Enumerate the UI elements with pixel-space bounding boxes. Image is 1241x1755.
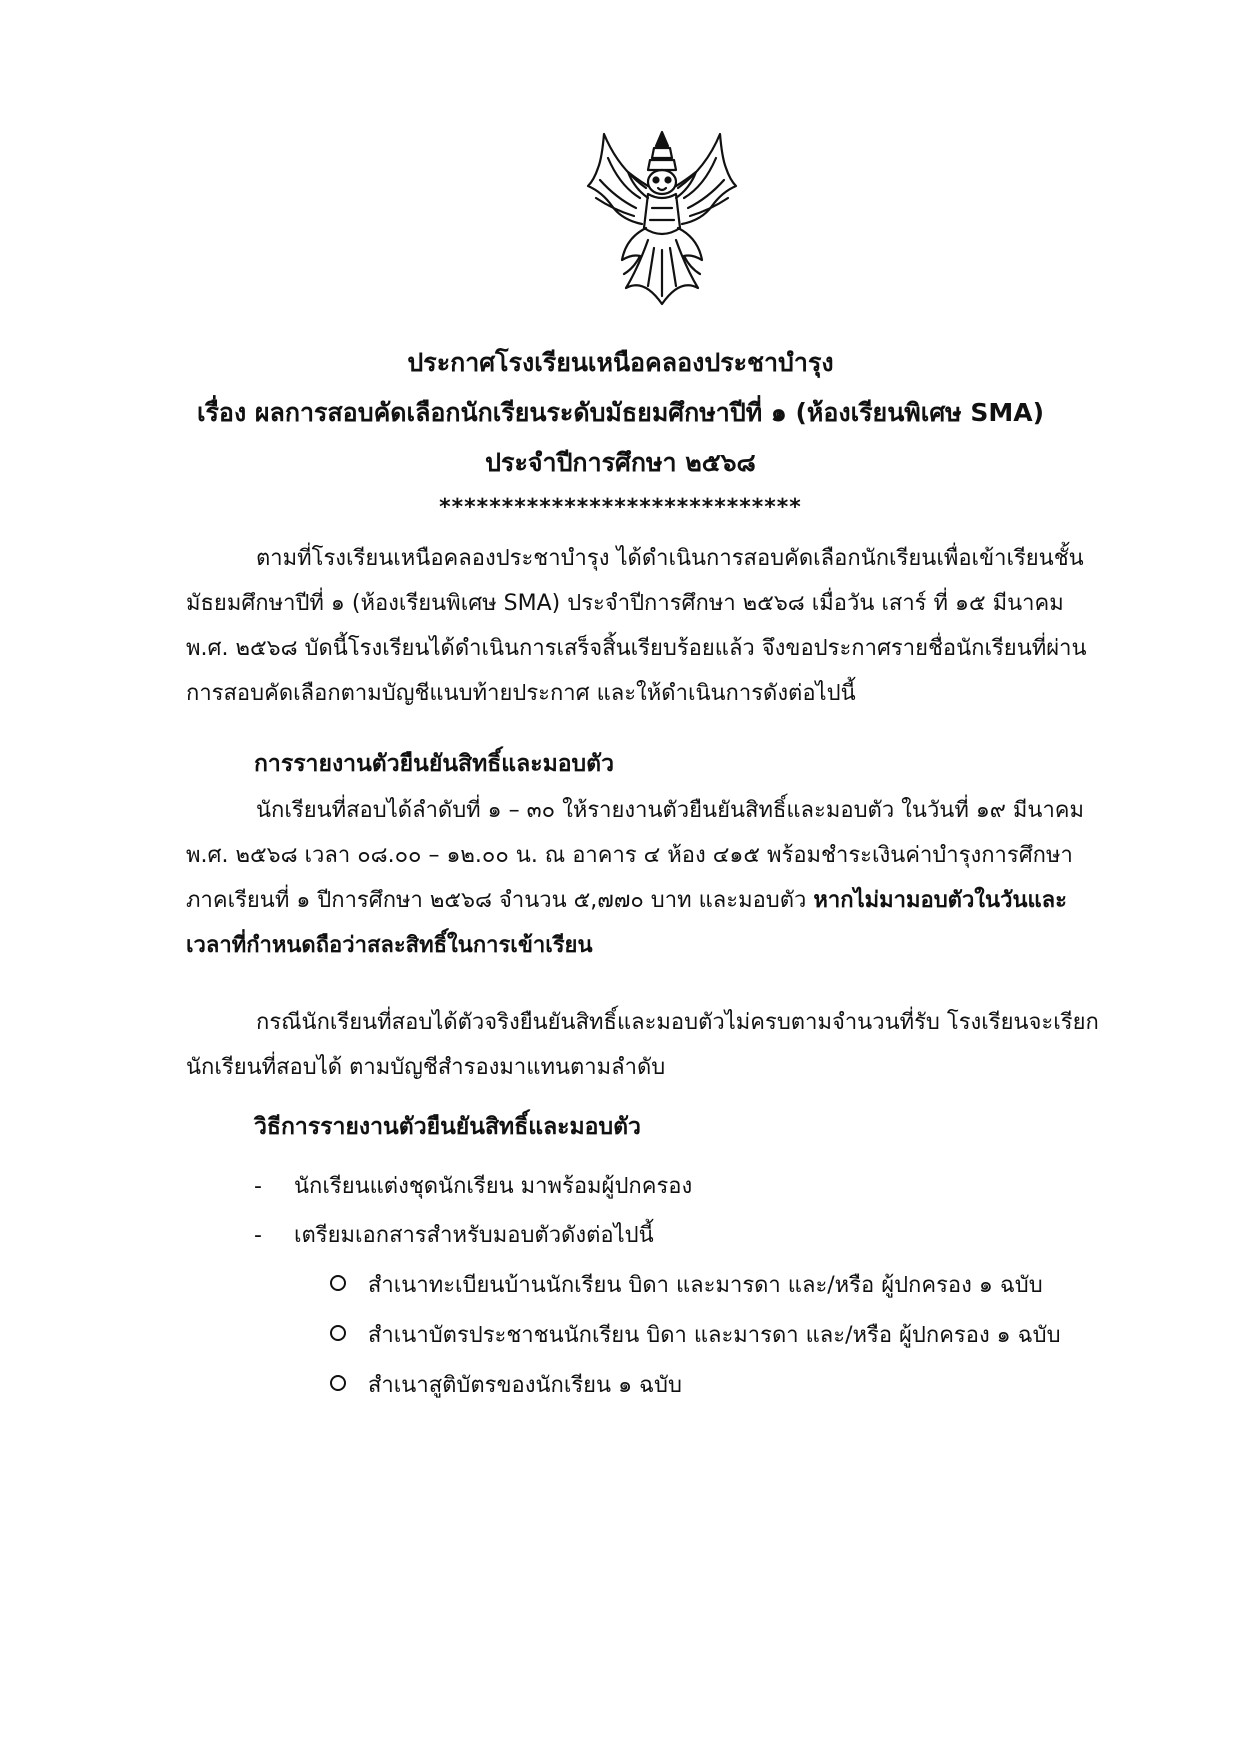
separator-stars: ***************************** <box>439 495 802 520</box>
section-heading-procedure: วิธีการรายงานตัวยืนยันสิทธิ์และมอบตัว <box>254 1114 641 1140</box>
report-text: นักเรียนที่สอบได้ลำดับที่ ๑ – ๓๐ ให้รายงานตัวยืนยันสิทธิ์และมอบตัว ในวันที่ ๑๙ มีนาคม พ.ศ. ๒๕๖๘ เวลา ๐๘.๐๐ – ๑๒.๐๐ น. ณ อาคาร ๔ ห้อง ๔๑๕ พร้อมชำระเงินค่าบำรุงการศึกษา ภาคเรียนที่ ๑ ปีการศึกษา ๒๕๖๘ จำนวน ๕,๗๗๐ บาท และมอบตัว <box>186 798 1085 913</box>
intro-paragraph: ตามที่โรงเรียนเหนือคลองประชาบำรุง ได้ดำเนินการสอบคัดเลือกนักเรียนเพื่อเข้าเรียนชั้นมัธยมศึกษาปีที่ ๑ (ห้องเรียนพิเศษ SMA) ประจำปีการศึกษา ๒๕๖๘ เมื่อวัน เสาร์ ที่ ๑๕ มีนาคม พ.ศ. ๒๕๖๘ บัดนี้โรงเรียนได้ดำเนินการเสร็จสิ้นเรียบร้อยแล้ว จึงขอประกาศรายชื่อนักเรียนที่ผ่านการสอบคัดเลือกตามบัญชีแนบท้ายประกาศ และให้ดำเนินการดังต่อไปนี้ <box>186 546 1087 706</box>
announcement-subject: เรื่อง ผลการสอบคัดเลือกนักเรียนระดับมัธยมศึกษาปีที่ ๑ (ห้องเรียนพิเศษ SMA) <box>196 398 1045 427</box>
garuda-emblem-icon <box>582 128 742 313</box>
document-item: สำเนาสูติบัตรของนักเรียน ๑ ฉบับ <box>330 1370 682 1402</box>
academic-year-line: ประจำปีการศึกษา ๒๕๖๘ <box>485 448 756 477</box>
list-item: - นักเรียนแต่งชุดนักเรียน มาพร้อมผู้ปกครอง <box>254 1171 692 1203</box>
announcement-title: ประกาศโรงเรียนเหนือคลองประชาบำรุง <box>407 348 834 377</box>
document-item: สำเนาบัตรประชาชนนักเรียน บิดา และมารดา และ/หรือ ผู้ปกครอง ๑ ฉบับ <box>330 1320 1061 1352</box>
document-item: สำเนาทะเบียนบ้านนักเรียน บิดา และมารดา และ/หรือ ผู้ปกครอง ๑ ฉบับ <box>330 1270 1043 1302</box>
dash-bullet: - <box>254 1174 262 1199</box>
dash-bullet: - <box>254 1223 262 1248</box>
list-item: - เตรียมเอกสารสำหรับมอบตัวดังต่อไปนี้ <box>254 1220 654 1252</box>
section-heading-report: การรายงานตัวยืนยันสิทธิ์และมอบตัว <box>254 751 614 777</box>
report-warning-text: หากไม่มามอบตัวในวันและเวลาที่กำหนดถือว่าสละสิทธิ์ในการเข้าเรียน <box>186 888 1067 958</box>
circle-bullet-icon <box>330 1275 346 1291</box>
circle-bullet-icon <box>330 1325 346 1341</box>
circle-bullet-icon <box>330 1375 346 1391</box>
report-paragraph <box>186 788 1106 968</box>
reserve-list-paragraph: กรณีนักเรียนที่สอบได้ตัวจริงยืนยันสิทธิ์และมอบตัวไม่ครบตามจำนวนที่รับ โรงเรียนจะเรียกนักเรียนที่สอบได้ ตามบัญชีสำรองมาแทนตามลำดับ <box>186 1010 1099 1080</box>
